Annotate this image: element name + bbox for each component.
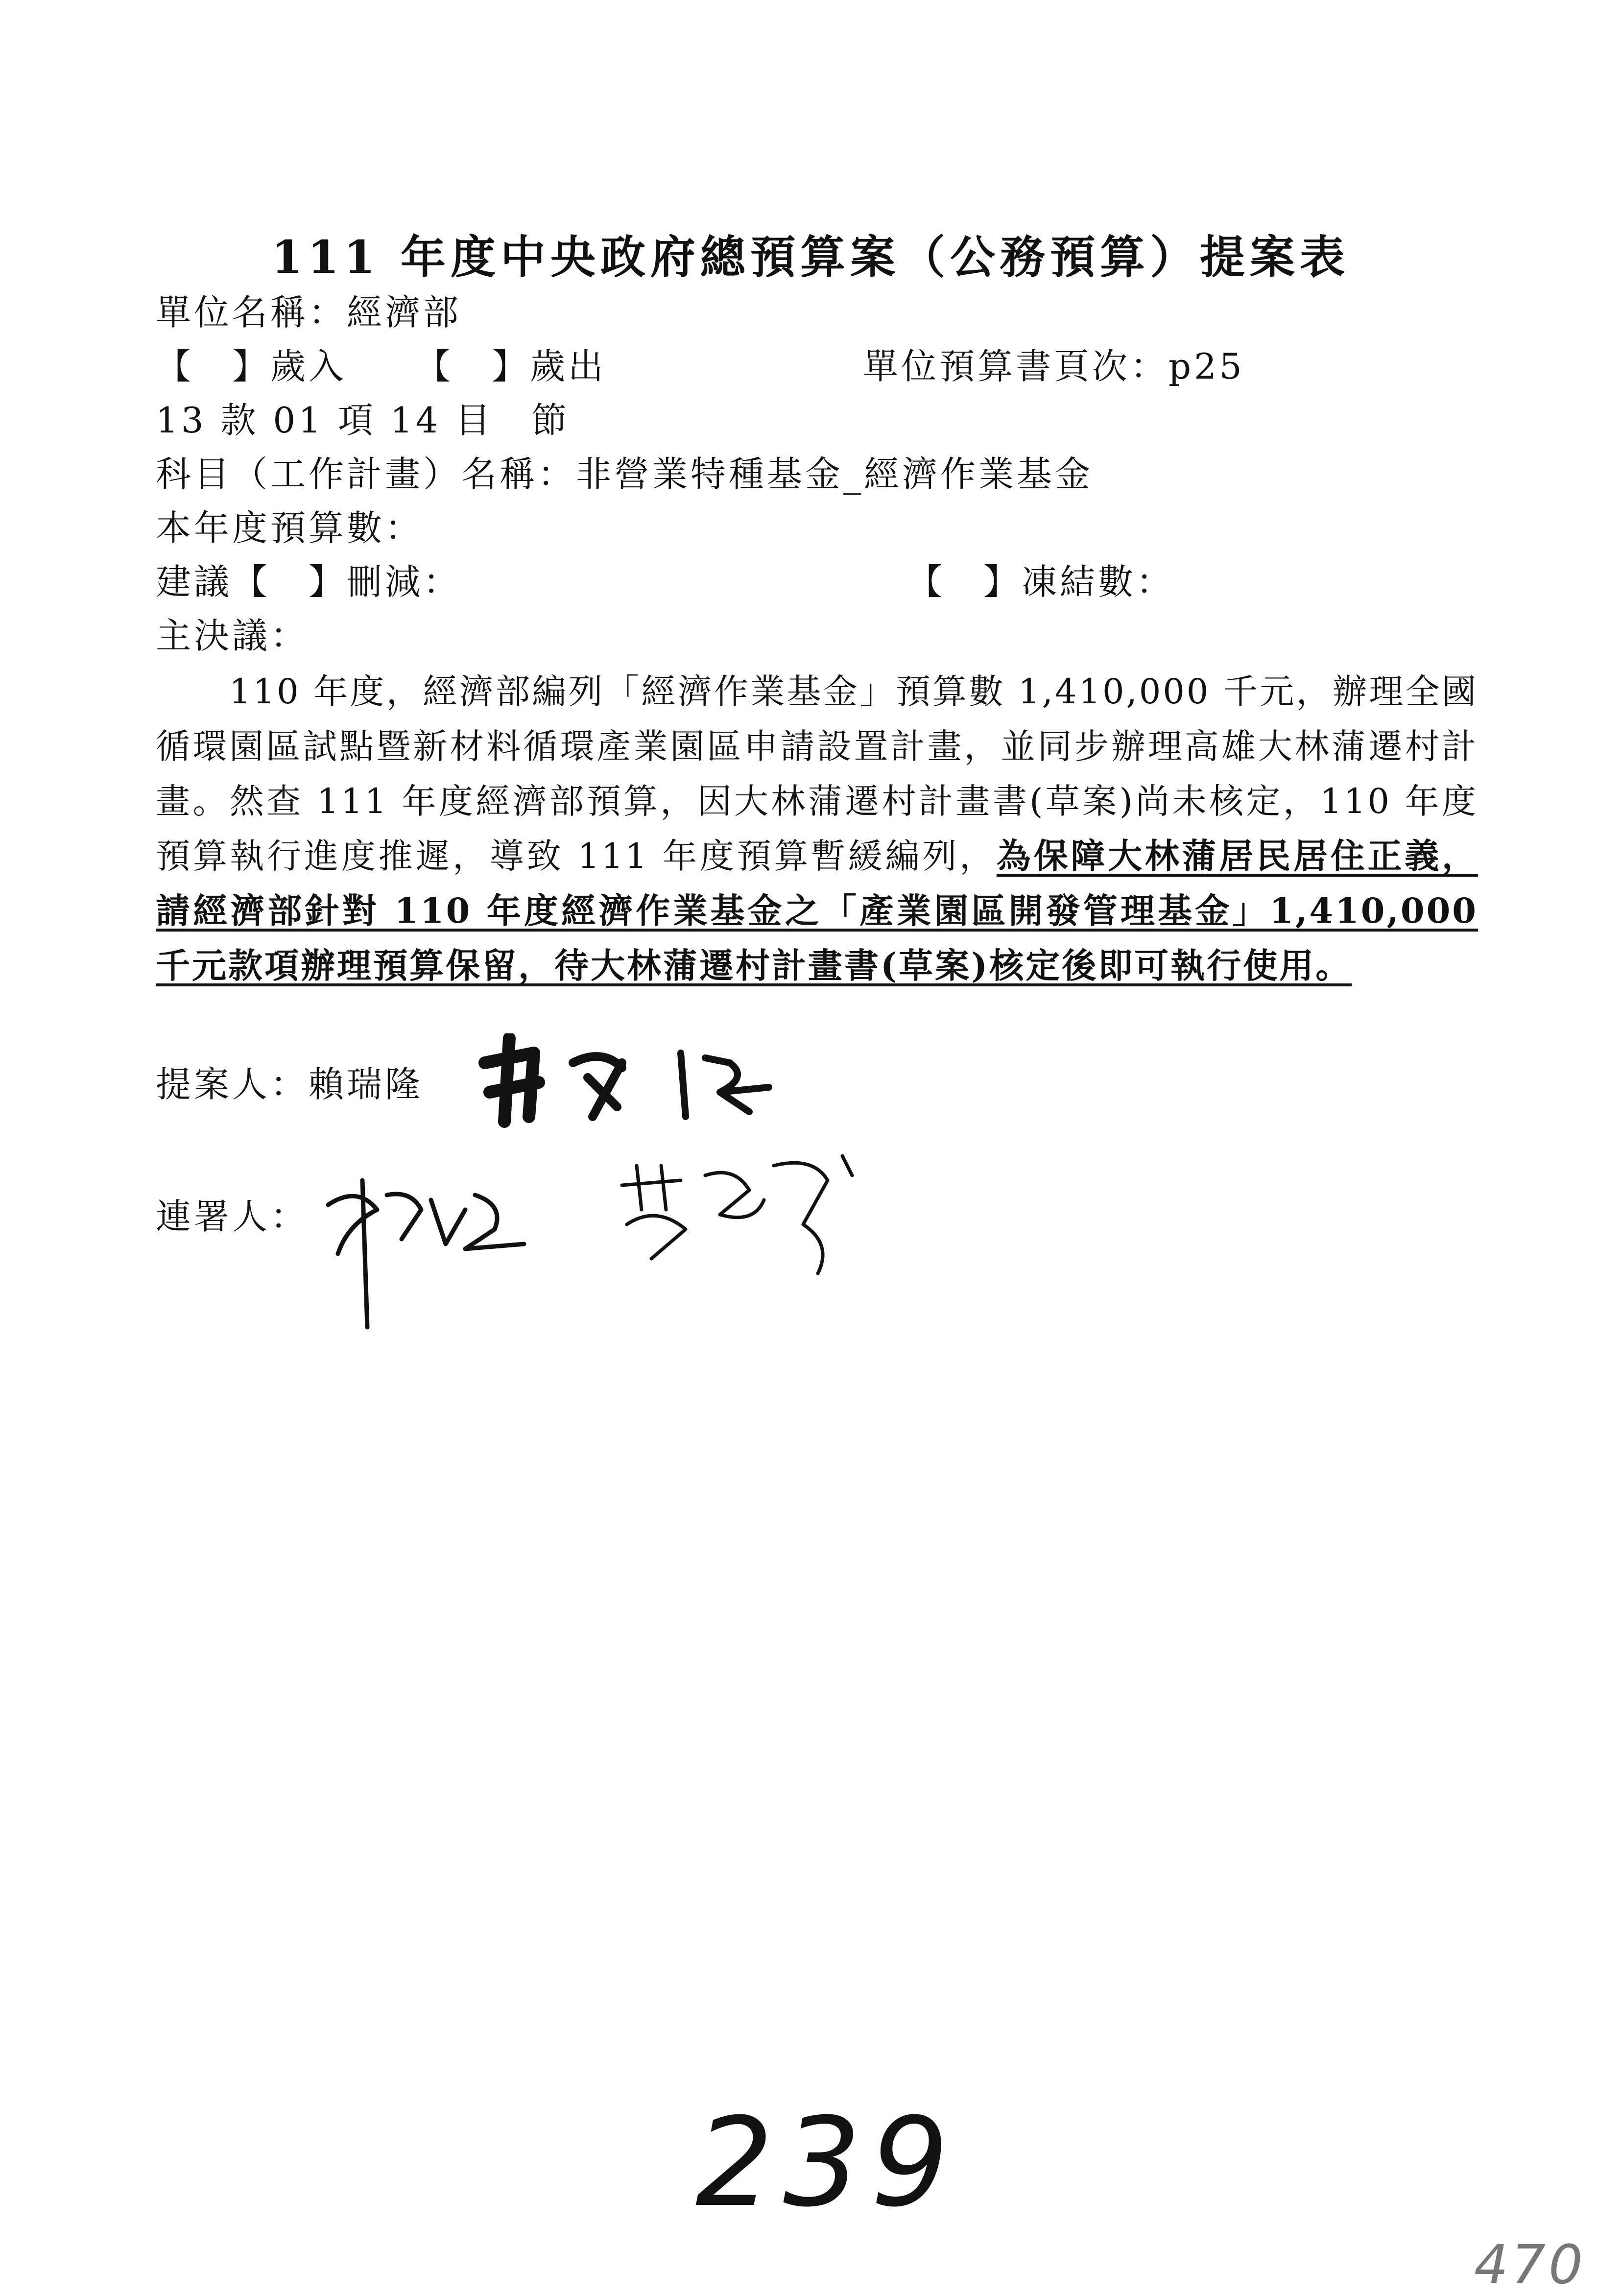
freeze-amount-label: 【 】凍結數： — [907, 561, 1175, 602]
resolution-label: 主決議： — [156, 615, 309, 656]
expense-checkbox-label: 【 】歲出 — [415, 346, 607, 387]
page-title: 111 年度中央政府總預算案（公務預算）提案表 — [271, 231, 1350, 284]
subject-name: 科目（工作計畫）名稱：非營業特種基金_經濟作業基金 — [156, 454, 1094, 495]
proposer-signature — [475, 1033, 779, 1133]
page-reference: 單位預算書頁次：p25 — [863, 346, 1245, 387]
proposer: 提案人：賴瑞隆 — [156, 1064, 424, 1105]
cosigner-signature-2 — [607, 1146, 872, 1295]
cosigner-signature-1 — [318, 1166, 553, 1354]
budget-item-line: 13 款 01 項 14 目 節 — [156, 400, 570, 441]
resolution-emphasis: 為保障大林蒲居民居住正義，請經濟部針對 110 年度經濟作業基金之「產業園區開發管理基金」1,410,000 千元款項辦理預算保留，待大林蒲遷村計畫書(草案)核定後即可執行使用。 — [156, 836, 1478, 986]
unit-name: 單位名稱：經濟部 — [156, 292, 462, 333]
secondary-page-number: 470 — [1474, 2233, 1586, 2296]
page-number: 239 — [695, 2091, 959, 2234]
resolution-body — [156, 664, 1478, 993]
revenue-checkbox-label: 【 】歲入 — [156, 346, 347, 387]
cosigner-label: 連署人： — [156, 1196, 309, 1237]
budget-amount: 本年度預算數： — [156, 507, 424, 549]
resolution-text: 110 年度，經濟部編列「經濟作業基金」預算數 1,410,000 千元，辦理全國循環園區試點暨新材料循環產業園區申請設置計畫，並同步辦理高雄大林蒲遷村計畫。然查 111 年度經濟部預算，因大林蒲遷村計畫書(草案)尚未核定，110 年度預算執行進度推遲，導致 111 年度預算暫緩編列， — [156, 671, 1478, 876]
suggest-cut-label: 建議【 】刪減： — [156, 561, 462, 602]
